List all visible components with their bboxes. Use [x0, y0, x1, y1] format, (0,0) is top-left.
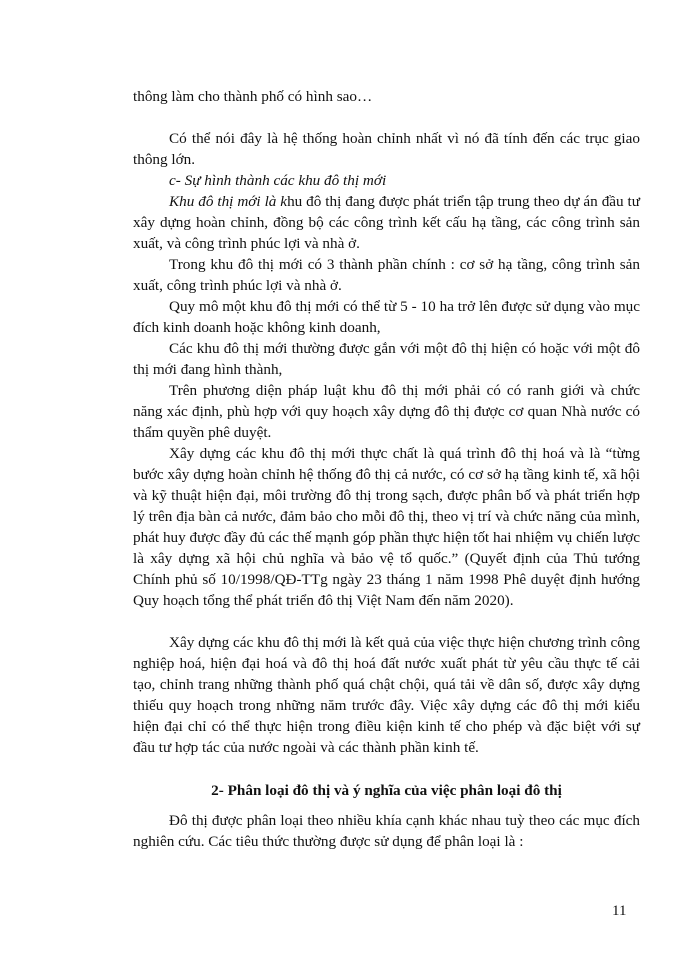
paragraph-results: Xây dựng các khu đô thị mới là kết quả của việc thực hiện chương trình công nghiệp hoá, hiện đại hoá và đô thị hoá đất nước xuất phát từ yêu cầu thực tế cải tạo, chỉnh trang những thành phố quá chật chội, quá tải về dân số, được xây dựng thiếu quy hoạch trong những năm trước đây. Việc xây dựng các đô thị mới kiểu hiện đại chỉ có thể thực hiện trong điều kiện kinh tế cho phép và đặc biệt với sự đầu tư hợp tác của nước ngoài và các thành phần kinh tế.: [133, 634, 640, 756]
document-page: [133, 0, 640, 960]
paragraph-urbanization: Xây dựng các khu đô thị mới thực chất là quá trình đô thị hoá và là “từng bước xây dựng hoàn chỉnh hệ thống đô thị cả nước, có cơ sở hạ tầng kinh tế, xã hội và kỹ thuật hiện đại, môi trường đô thị trong sạch, được phân bố và phát triển hợp lý trên địa bàn cả nước, đảm bảo cho mỗi đô thị, theo vị trí và chức năng của mình, phát huy được đầy đủ các thế mạnh góp phần thực hiện tốt hai nhiệm vụ chiến lược là xây dựng xã hội chủ nghĩa và bảo vệ tổ quốc.” (Quyết định của Thủ tướng Chính phủ số 10/1998/QĐ-TTg ngày 23 tháng 1 năm 1998 Phê duyệt định hướng Quy hoạch tổng thể phát triển đô thị Việt Nam đến năm 2020).: [133, 445, 640, 609]
paragraph-attachment: Các khu đô thị mới thường được gắn với một đô thị hiện có hoặc với một đô thị mới đang hình thành,: [133, 340, 640, 378]
paragraph-scale: Quy mô một khu đô thị mới có thể từ 5 - 10 ha trở lên được sử dụng vào mục đích kinh doanh hoặc không kinh doanh,: [133, 298, 640, 336]
paragraph-classification: Đô thị được phân loại theo nhiều khía cạnh khác nhau tuỳ theo các mục đích nghiên cứu. Các tiêu thức thường được sử dụng để phân loại là :: [133, 812, 640, 850]
definition-term: Khu đô thị mới là k: [169, 193, 288, 210]
paragraph-components: Trong khu đô thị mới có 3 thành phần chính : cơ sở hạ tầng, công trình sản xuất, công trình phúc lợi và nhà ở.: [133, 256, 640, 294]
subsection-title: c- Sự hình thành các khu đô thị mới: [169, 172, 387, 189]
paragraph-complete-system: Có thể nói đây là hệ thống hoàn chỉnh nhất vì nó đã tính đến các trục giao thông lớn.: [133, 130, 640, 168]
definition-body: hu đô thị đang được phát triển tập trung theo dự án đầu tư xây dựng hoàn chỉnh, đồng bộ các công trình kết cấu hạ tầng, các công trình sản xuất, và công trình phúc lợi và nhà ở.: [133, 193, 641, 252]
section-heading: 2- Phân loại đô thị và ý nghĩa của việc phân loại đô thị: [211, 782, 562, 799]
page-number: 11: [612, 903, 627, 919]
paragraph-definition: [133, 191, 640, 254]
paragraph-continuation: thông làm cho thành phố có hình sao…: [133, 88, 373, 105]
paragraph-legal: Trên phương diện pháp luật khu đô thị mới phải có có ranh giới và chức năng xác định, phù hợp với quy hoạch xây dựng đô thị được cơ quan Nhà nước có thẩm quyền phê duyệt.: [133, 382, 640, 441]
